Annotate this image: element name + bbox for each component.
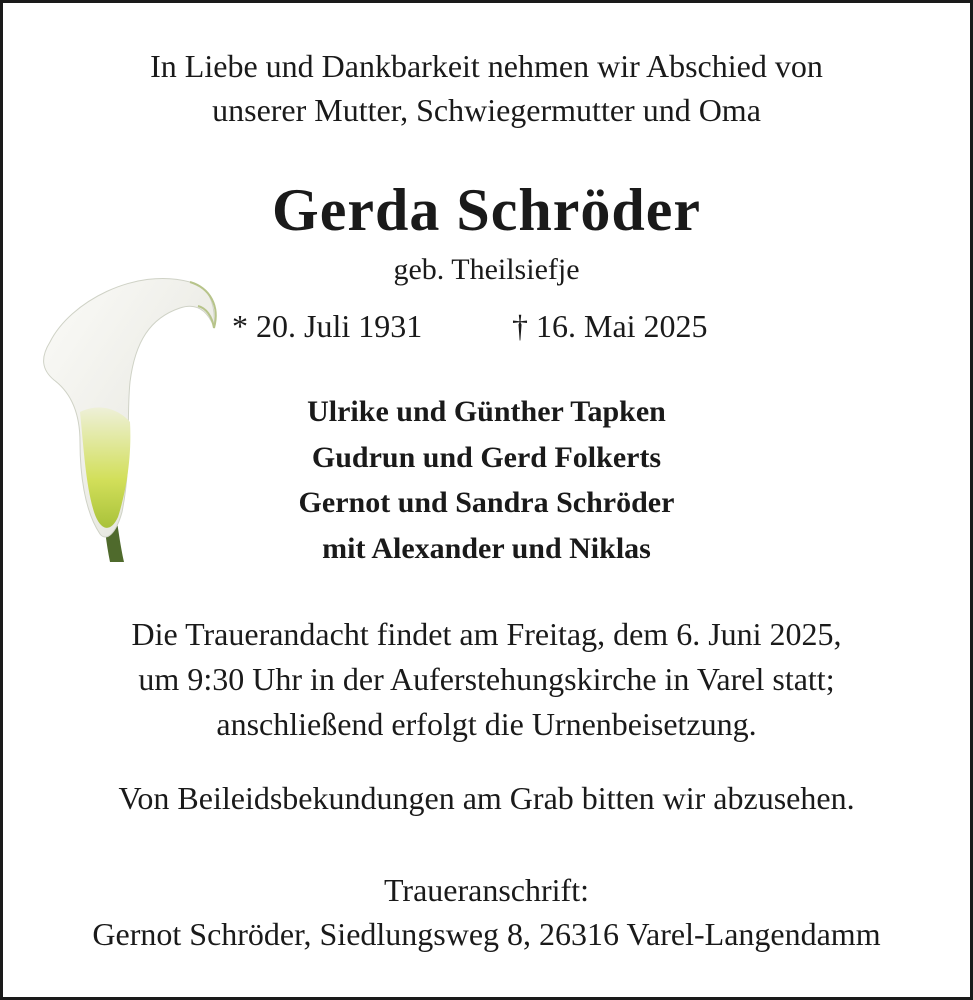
deceased-name: Gerda Schröder [272,177,701,243]
birth-date: * 20. Juli 1931 [232,308,423,344]
service-line-1: Die Trauerandacht findet am Freitag, dem 6. Juni 2025, [131,616,842,652]
address-label: Traueranschrift: [384,872,589,908]
service-line-2: um 9:30 Uhr in der Auferstehungskirche in Varel statt; [138,661,835,697]
intro-line-1: In Liebe und Dankbarkeit nehmen wir Abschied von [150,48,823,84]
death-date: † 16. Mai 2025 [512,308,708,344]
service-line-3: anschließend erfolgt die Urnenbeisetzung. [216,706,757,742]
family-line-3: Gernot und Sandra Schröder [298,486,675,519]
condolence-note: Von Beileidsbekundungen am Grab bitten wir abzusehen. [118,780,855,816]
address-value: Gernot Schröder, Siedlungsweg 8, 26316 Varel-Langendamm [92,916,881,952]
family-line-4: mit Alexander und Niklas [322,532,651,565]
intro-line-2: unserer Mutter, Schwiegermutter und Oma [212,92,761,128]
maiden-name: geb. Theilsiefje [393,253,580,286]
family-line-2: Gudrun und Gerd Folkerts [311,441,662,474]
family-line-1: Ulrike und Günther Tapken [307,395,666,428]
